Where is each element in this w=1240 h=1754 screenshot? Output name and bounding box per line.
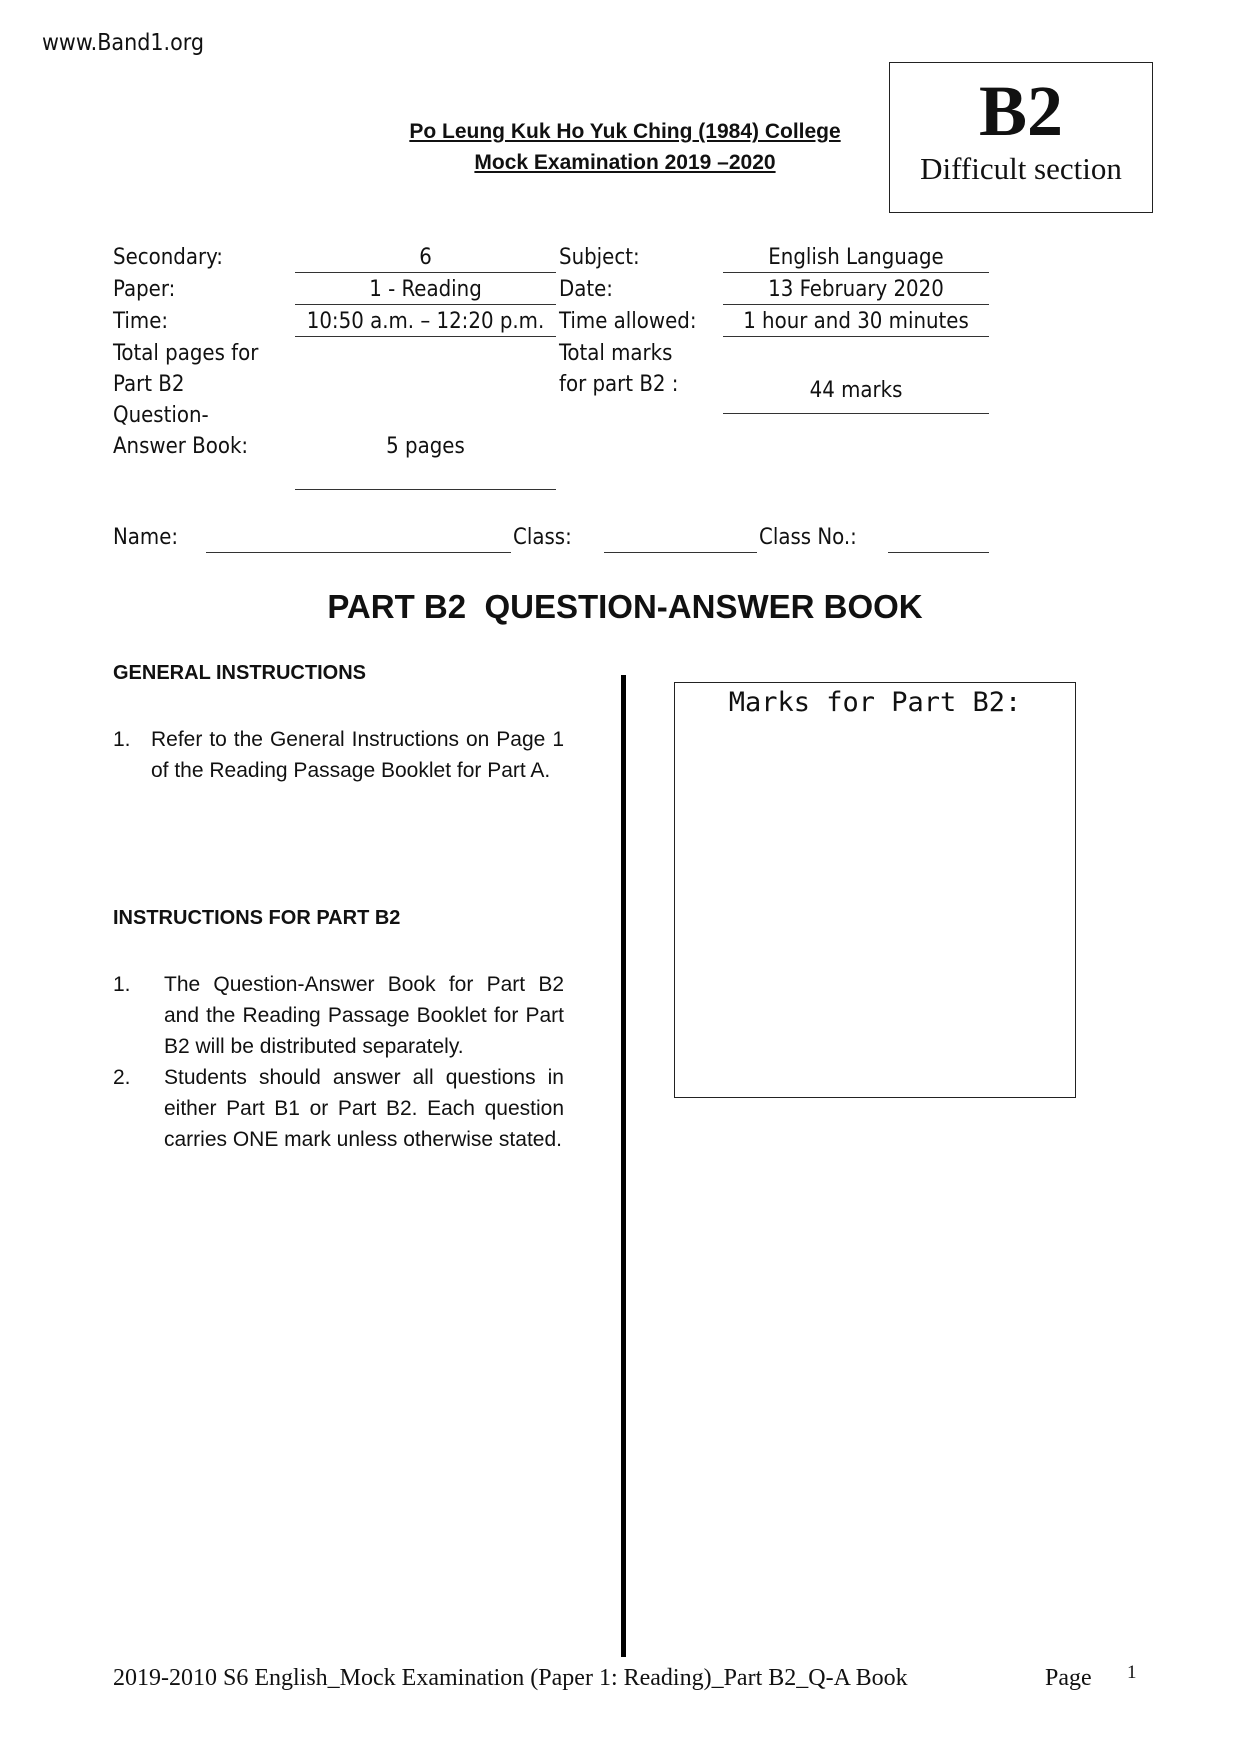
item-number: 2. [113,1066,131,1089]
item-text: The Question-Answer Book for Part B2 and the Reading Passage Booklet for Part B2 will be distributed separately. [164,973,564,1058]
class-label: Class: [513,525,572,550]
subject-value: English Language [768,245,944,270]
subject-label: Subject: [559,245,640,270]
item-text: Students should answer all questions in either Part B1 or Part B2. Each question carries ONE mark unless otherwise stated. [164,1066,564,1151]
date-value: 13 February 2020 [768,277,944,302]
section-badge [889,62,1153,213]
time-allowed-label: Time allowed: [559,309,697,334]
item-text: Refer to the General Instructions on Page 1 of the Reading Passage Booklet for Part A. [151,728,564,782]
item-number: 1. [113,973,131,996]
partb2-heading: INSTRUCTIONS FOR PART B2 [113,907,401,929]
footer-text: 2019-2010 S6 English_Mock Examination (Paper 1: Reading)_Part B2_Q-A Book [113,1665,908,1691]
page-number: 1 [1127,1662,1137,1683]
time-label: Time: [113,309,169,334]
badge-code: B2 [978,71,1064,151]
name-label: Name: [113,525,179,550]
name-field[interactable] [206,552,511,553]
secondary-label: Secondary: [113,245,223,270]
badge-label: Difficult section [920,151,1122,186]
pages-label-2: Part B2 [113,372,185,397]
time-value: 10:50 a.m. – 12:20 p.m. [306,309,545,334]
marks-label-1: Total marks [559,341,673,366]
pages-label-1: Total pages for [113,341,259,366]
page-title: PART B2 QUESTION-ANSWER BOOK [327,588,923,625]
class-field[interactable] [604,552,757,553]
class-no-label: Class No.: [759,525,857,550]
general-heading: GENERAL INSTRUCTIONS [113,662,366,684]
footer-page-label: Page [1045,1665,1092,1691]
marks-value: 44 marks [809,378,903,403]
marks-label-2: for part B2 : [559,372,679,397]
pages-value: 5 pages [386,434,465,459]
secondary-value: 6 [419,245,432,270]
paper-label: Paper: [113,277,176,302]
class-no-field[interactable] [888,552,989,553]
time-allowed-value: 1 hour and 30 minutes [743,309,969,334]
exam-name: Mock Examination 2019 –2020 [474,151,776,174]
column-divider [621,675,626,1657]
school-name: Po Leung Kuk Ho Yuk Ching (1984) College [409,120,841,143]
partb2-item [113,1062,564,1155]
partb2-item [113,969,564,1062]
marks-box-label: Marks for Part B2: [728,687,1022,718]
marks-box [674,682,1076,1098]
general-item [113,724,564,786]
date-label: Date: [559,277,613,302]
paper-value: 1 - Reading [369,277,482,302]
item-number: 1. [113,728,131,751]
watermark: www.Band1.org [42,30,204,56]
pages-label-4: Answer Book: [113,434,249,459]
pages-label-3: Question- [113,403,209,428]
